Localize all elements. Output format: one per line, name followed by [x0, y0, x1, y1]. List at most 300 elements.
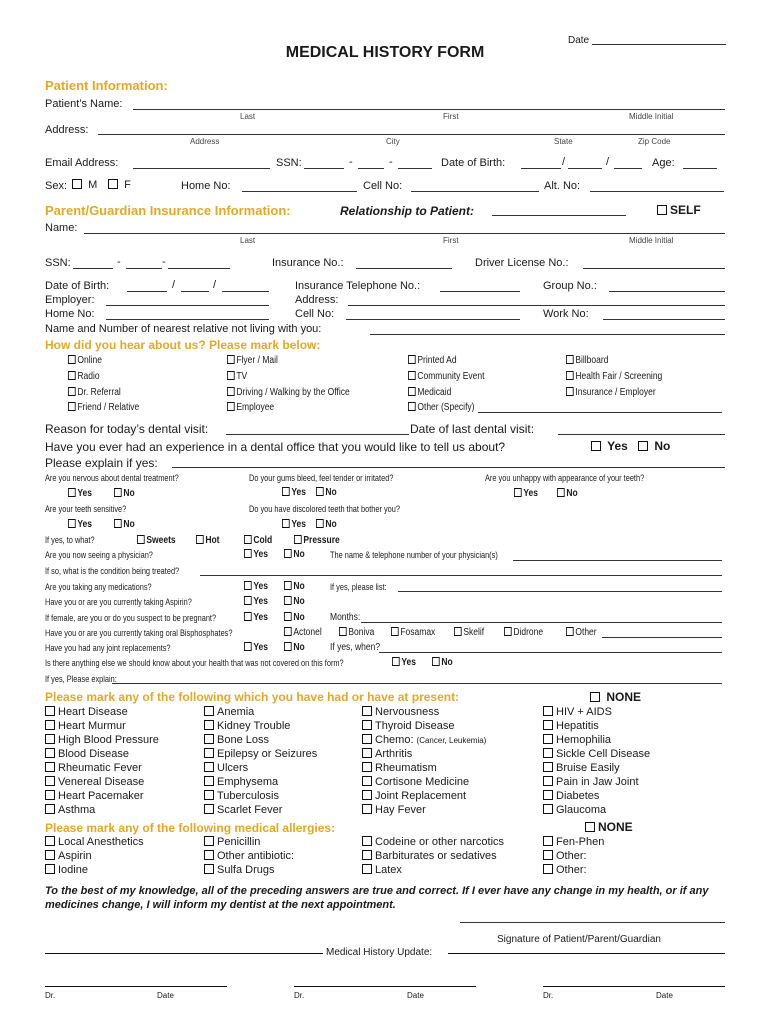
checkbox-icon[interactable] — [282, 519, 290, 528]
q-condition: If so, what is the condition being treated? — [45, 566, 180, 576]
checkbox-icon[interactable] — [362, 864, 372, 874]
checkbox-icon[interactable] — [204, 734, 214, 744]
condition-label: Blood Disease — [58, 748, 129, 760]
condition-item[interactable] — [362, 748, 412, 760]
checkbox-icon[interactable] — [45, 850, 55, 860]
condition-item[interactable] — [45, 790, 144, 802]
guardian-dob-day[interactable] — [181, 291, 209, 292]
condition-item[interactable] — [362, 790, 466, 802]
gums-yes[interactable] — [282, 487, 306, 498]
condition-item[interactable] — [543, 776, 639, 788]
checkbox-icon[interactable] — [45, 836, 55, 846]
q-meds: Are you taking any medications? — [45, 582, 152, 592]
yes-label: Yes — [253, 642, 269, 653]
allergy-label: Other: — [556, 850, 587, 862]
checkbox-icon[interactable] — [284, 581, 292, 590]
referral-flyer[interactable] — [227, 355, 278, 366]
statement: To the best of my knowledge, all of the preceding answers are true and correct. If I ever have any change in my health, or if any medicines change, I will inform my dentist at the next appointment. — [45, 885, 709, 911]
allergy-label: Fen-Phen — [556, 836, 605, 848]
explain-field[interactable] — [172, 467, 725, 468]
patient-name-field[interactable] — [133, 109, 725, 110]
checkbox-icon[interactable] — [362, 850, 372, 860]
referral-label: Dr. Referral — [77, 387, 121, 398]
guardian-ssn-label: SSN: — [45, 257, 71, 269]
allergy-item[interactable] — [45, 836, 144, 848]
checkbox-icon[interactable] — [45, 804, 55, 814]
no-label: No — [325, 519, 337, 530]
meds-list-field[interactable] — [398, 591, 722, 592]
checkbox-icon[interactable] — [284, 596, 292, 605]
condition-item[interactable] — [362, 706, 439, 718]
sex-m-label: M — [88, 179, 98, 191]
condition-label: Arthritis — [375, 748, 413, 760]
condition-label: Pain in Jaw Joint — [556, 776, 639, 788]
dob-day[interactable] — [568, 168, 602, 169]
referral-community[interactable] — [408, 371, 484, 382]
checkbox-icon[interactable] — [68, 387, 76, 396]
checkbox-icon[interactable] — [227, 387, 235, 396]
condition-item[interactable] — [543, 720, 599, 732]
guardian-dob-month[interactable] — [127, 291, 167, 292]
checkbox-icon[interactable] — [227, 355, 235, 364]
update-sign-3[interactable] — [543, 986, 725, 987]
condition-item[interactable] — [204, 720, 290, 732]
ssn-field-3[interactable] — [398, 168, 432, 169]
reason-field[interactable] — [226, 434, 409, 435]
checkbox-icon[interactable] — [566, 371, 574, 380]
referral-label: Medicaid — [417, 387, 452, 398]
cell-field[interactable] — [411, 191, 539, 192]
referral-insurance[interactable] — [566, 387, 656, 398]
checkbox-icon[interactable] — [114, 519, 122, 528]
age-field[interactable] — [683, 168, 717, 169]
condition-label: Bruise Easily — [556, 762, 620, 774]
referral-health-fair[interactable] — [566, 371, 662, 382]
checkbox-icon[interactable] — [204, 706, 214, 716]
no-label: No — [293, 549, 305, 560]
allergies-none[interactable] — [585, 820, 633, 834]
bisph-other-field[interactable] — [602, 637, 722, 638]
nervous-no[interactable] — [114, 488, 135, 499]
sensitive-no[interactable] — [114, 519, 135, 530]
unhappy-yes[interactable] — [514, 488, 538, 499]
drivers-field[interactable] — [583, 268, 725, 269]
checkbox-icon[interactable] — [514, 488, 522, 497]
referral-billboard[interactable] — [566, 355, 608, 366]
referral-radio[interactable] — [68, 371, 100, 382]
checkbox-icon[interactable] — [204, 790, 214, 800]
checkbox-icon[interactable] — [543, 776, 553, 786]
checkbox-icon[interactable] — [244, 549, 252, 558]
relationship-field[interactable] — [492, 215, 626, 216]
condition-item[interactable] — [543, 762, 620, 774]
condition-item[interactable] — [362, 776, 469, 788]
guardian-ssn-3[interactable] — [168, 268, 230, 269]
condition-label: Scarlet Fever — [217, 804, 283, 816]
update-sign-2[interactable] — [294, 986, 476, 987]
email-field[interactable] — [133, 168, 270, 169]
checkbox-icon[interactable] — [339, 627, 347, 636]
referral-printed[interactable] — [408, 355, 457, 366]
condition-item[interactable] — [204, 762, 248, 774]
checkbox-icon[interactable] — [316, 487, 324, 496]
ssn-label: SSN: — [276, 157, 302, 169]
checkbox-icon[interactable] — [45, 706, 55, 716]
checkbox-icon[interactable] — [638, 441, 648, 451]
aspirin-yes[interactable] — [244, 596, 268, 607]
checkbox-icon[interactable] — [454, 627, 462, 636]
yes-label: Yes — [253, 581, 269, 592]
q-physician: Are you now seeing a physician? — [45, 550, 153, 560]
email-label: Email Address: — [45, 157, 119, 169]
sex-f-option[interactable] — [108, 179, 131, 191]
checkbox-icon[interactable] — [557, 488, 565, 497]
update-sign-1[interactable] — [45, 986, 227, 987]
checkbox-icon[interactable] — [282, 487, 290, 496]
experience-no[interactable] — [638, 439, 670, 453]
no-label: No — [566, 488, 578, 499]
checkbox-icon[interactable] — [204, 850, 214, 860]
condition-item[interactable] — [45, 748, 129, 760]
else-no[interactable] — [432, 657, 453, 668]
nervous-yes[interactable] — [68, 488, 92, 499]
unhappy-no[interactable] — [557, 488, 578, 499]
last-visit-field[interactable] — [558, 434, 725, 435]
checkbox-icon[interactable] — [316, 519, 324, 528]
address-field[interactable] — [98, 134, 725, 135]
dr-label-2: Dr. — [294, 991, 305, 1000]
condition-item[interactable] — [543, 748, 650, 760]
checkbox-icon[interactable] — [204, 762, 214, 772]
checkbox-icon[interactable] — [196, 535, 204, 544]
checkbox-icon[interactable] — [204, 804, 214, 814]
experience-yes[interactable] — [591, 439, 628, 453]
condition-label: Epilepsy or Seizures — [217, 748, 318, 760]
dob-month[interactable] — [521, 168, 561, 169]
checkbox-icon[interactable] — [585, 822, 595, 832]
checkbox-icon[interactable] — [108, 179, 118, 189]
checkbox-icon[interactable] — [114, 488, 122, 497]
guardian-ssn-1[interactable] — [73, 268, 113, 269]
checkbox-icon[interactable] — [543, 720, 553, 730]
condition-item[interactable] — [45, 734, 159, 746]
ssn-field-1[interactable] — [304, 168, 344, 169]
allergy-item[interactable] — [204, 836, 260, 848]
allergy-item[interactable] — [362, 850, 497, 862]
alt-field[interactable] — [590, 191, 724, 192]
referral-other[interactable] — [408, 402, 475, 413]
checkbox-icon[interactable] — [244, 581, 252, 590]
checkbox-icon[interactable] — [284, 627, 292, 636]
condition-item[interactable] — [362, 720, 454, 732]
checkbox-icon[interactable] — [543, 706, 553, 716]
allergy-item[interactable] — [543, 850, 587, 862]
condition-label: Joint Replacement — [375, 790, 467, 802]
months-field[interactable] — [361, 622, 722, 623]
referral-label: Printed Ad — [417, 355, 457, 366]
referral-employee[interactable] — [227, 402, 274, 413]
condition-item[interactable] — [204, 776, 278, 788]
condition-label: Glaucoma — [556, 804, 607, 816]
checkbox-icon[interactable] — [362, 734, 372, 744]
referral-other-field[interactable] — [478, 412, 722, 413]
condition-item[interactable] — [362, 734, 486, 746]
referral-friend[interactable] — [68, 402, 139, 413]
checkbox-icon[interactable] — [244, 535, 252, 544]
checkbox-icon[interactable] — [204, 720, 214, 730]
checkbox-icon[interactable] — [543, 864, 553, 874]
discolored-no[interactable] — [316, 519, 337, 530]
group-field[interactable] — [609, 291, 725, 292]
joint-yes[interactable] — [244, 642, 268, 653]
checkbox-icon[interactable] — [45, 748, 55, 758]
date-label-3: Date — [656, 991, 673, 1000]
condition-item[interactable] — [362, 804, 426, 816]
physician-info-field[interactable] — [513, 560, 722, 561]
discolored-yes[interactable] — [282, 519, 306, 530]
reason-label: Reason for today’s dental visit: — [45, 422, 209, 436]
condition-item[interactable] — [204, 734, 269, 746]
checkbox-icon[interactable] — [294, 535, 302, 544]
checkbox-icon[interactable] — [68, 402, 76, 411]
checkbox-icon[interactable] — [543, 748, 553, 758]
physician-no[interactable] — [284, 549, 305, 560]
bisph-other[interactable] — [566, 627, 597, 638]
else-explain-field[interactable] — [112, 683, 722, 684]
relative-label: Name and Number of nearest relative not living with you: — [45, 323, 322, 335]
checkbox-icon[interactable] — [362, 748, 372, 758]
allergy-item[interactable] — [204, 850, 294, 862]
checkbox-icon[interactable] — [362, 706, 372, 716]
checkbox-icon[interactable] — [566, 355, 574, 364]
meds-yes[interactable] — [244, 581, 268, 592]
work-field[interactable] — [603, 319, 725, 320]
checkbox-icon[interactable] — [566, 627, 574, 636]
checkbox-icon[interactable] — [284, 612, 292, 621]
physician-yes[interactable] — [244, 549, 268, 560]
checkbox-icon[interactable] — [408, 402, 416, 411]
checkbox-icon[interactable] — [244, 596, 252, 605]
bisph-label: Skelif — [463, 627, 485, 638]
yes-label: Yes — [291, 487, 307, 498]
referral-label: Community Event — [417, 371, 485, 382]
checkbox-icon[interactable] — [137, 535, 145, 544]
dob-year[interactable] — [614, 168, 642, 169]
self-label: SELF — [670, 203, 701, 217]
condition-item[interactable] — [543, 706, 612, 718]
sens-cold[interactable] — [244, 535, 272, 546]
ins-tel-field[interactable] — [440, 291, 520, 292]
when-field[interactable] — [379, 652, 722, 653]
allergy-item[interactable] — [362, 864, 402, 876]
checkbox-icon[interactable] — [204, 748, 214, 758]
allergy-item[interactable] — [45, 864, 88, 876]
when-label: If yes, when? — [330, 642, 381, 653]
condition-item[interactable] — [362, 762, 437, 774]
condition-label: Venereal Disease — [58, 776, 145, 788]
self-option[interactable] — [657, 203, 701, 217]
guardian-cell-field[interactable] — [346, 319, 520, 320]
sex-m-option[interactable] — [72, 179, 97, 191]
guardian-address-field[interactable] — [348, 305, 725, 306]
bisph-label: Fosamax — [400, 627, 436, 638]
patient-info-heading: Patient Information: — [45, 78, 168, 93]
condition-field[interactable] — [200, 575, 722, 576]
aspirin-no[interactable] — [284, 596, 305, 607]
checkbox-icon[interactable] — [68, 488, 76, 497]
condition-item[interactable] — [204, 804, 282, 816]
allergy-item[interactable] — [45, 850, 92, 862]
allergy-item[interactable] — [543, 836, 604, 848]
condition-item[interactable] — [45, 706, 128, 718]
insurance-no-field[interactable] — [356, 268, 452, 269]
pregnant-no[interactable] — [284, 612, 305, 623]
checkbox-icon[interactable] — [227, 371, 235, 380]
bisph-skelif[interactable] — [454, 627, 484, 638]
checkbox-icon[interactable] — [244, 642, 252, 651]
condition-item[interactable] — [204, 748, 317, 760]
checkbox-icon[interactable] — [68, 355, 76, 364]
checkbox-icon[interactable] — [504, 627, 512, 636]
checkbox-icon[interactable] — [204, 776, 214, 786]
condition-item[interactable] — [45, 776, 144, 788]
joint-no[interactable] — [284, 642, 305, 653]
signature-field[interactable] — [460, 922, 725, 923]
condition-item[interactable] — [543, 790, 599, 802]
checkbox-icon[interactable] — [284, 642, 292, 651]
condition-label: Diabetes — [556, 790, 600, 802]
checkbox-icon[interactable] — [45, 762, 55, 772]
bisph-actonel[interactable] — [284, 627, 322, 638]
checkbox-icon[interactable] — [590, 692, 600, 702]
sens-hot[interactable] — [196, 535, 220, 546]
checkbox-icon[interactable] — [543, 734, 553, 744]
checkbox-icon[interactable] — [204, 836, 214, 846]
allergy-label: Local Anesthetics — [58, 836, 144, 848]
referral-medicaid[interactable] — [408, 387, 451, 398]
checkbox-icon[interactable] — [45, 720, 55, 730]
checkbox-icon[interactable] — [362, 790, 372, 800]
checkbox-icon[interactable] — [408, 387, 416, 396]
guardian-address-label: Address: — [295, 294, 339, 306]
relationship-label: Relationship to Patient: — [340, 204, 475, 218]
checkbox-icon[interactable] — [362, 762, 372, 772]
guardian-name-field[interactable] — [84, 233, 725, 234]
checkbox-icon[interactable] — [45, 864, 55, 874]
checkbox-icon[interactable] — [68, 519, 76, 528]
gums-no[interactable] — [316, 487, 337, 498]
work-label: Work No: — [543, 308, 589, 320]
referral-tv[interactable] — [227, 371, 247, 382]
yes-label: Yes — [291, 519, 307, 530]
sensitive-yes[interactable] — [68, 519, 92, 530]
checkbox-icon[interactable] — [543, 850, 553, 860]
allergy-item[interactable] — [543, 864, 587, 876]
condition-item[interactable] — [45, 804, 95, 816]
alt-label: Alt. No: — [544, 180, 581, 192]
pregnant-yes[interactable] — [244, 612, 268, 623]
checkbox-icon[interactable] — [68, 371, 76, 380]
bisph-fosamax[interactable] — [391, 627, 435, 638]
checkbox-icon[interactable] — [657, 205, 667, 215]
checkbox-icon[interactable] — [392, 657, 400, 666]
sex-f-label: F — [124, 179, 131, 191]
none-label: NONE — [598, 820, 633, 834]
checkbox-icon[interactable] — [362, 720, 372, 730]
sens-pressure[interactable] — [294, 535, 340, 546]
guardian-home-field[interactable] — [106, 319, 269, 320]
allergy-label: Penicillin — [217, 836, 261, 848]
guardian-dob-year[interactable] — [222, 291, 269, 292]
sub-middle: Middle Initial — [629, 236, 674, 245]
sub-first: First — [443, 236, 459, 245]
condition-item[interactable] — [204, 706, 254, 718]
checkbox-icon[interactable] — [362, 836, 372, 846]
checkbox-icon[interactable] — [45, 734, 55, 744]
no-label: No — [293, 642, 305, 653]
condition-item[interactable] — [45, 762, 142, 774]
checkbox-icon[interactable] — [362, 804, 372, 814]
checkbox-icon[interactable] — [591, 441, 601, 451]
checkbox-icon[interactable] — [408, 355, 416, 364]
employer-field[interactable] — [106, 305, 269, 306]
checkbox-icon[interactable] — [362, 776, 372, 786]
else-yes[interactable] — [392, 657, 416, 668]
checkbox-icon[interactable] — [45, 776, 55, 786]
guardian-dob-label: Date of Birth: — [45, 280, 110, 292]
referral-driving[interactable] — [227, 387, 350, 398]
no-label: No — [654, 439, 671, 453]
guardian-ssn-2[interactable] — [126, 268, 162, 269]
checkbox-icon[interactable] — [72, 179, 82, 189]
meds-no[interactable] — [284, 581, 305, 592]
condition-item[interactable] — [543, 734, 611, 746]
checkbox-icon[interactable] — [543, 762, 553, 772]
sub-first: First — [443, 112, 459, 121]
bisph-didrone[interactable] — [504, 627, 543, 638]
checkbox-icon[interactable] — [284, 549, 292, 558]
condition-item[interactable] — [45, 720, 126, 732]
sens-sweets[interactable] — [137, 535, 176, 546]
checkbox-icon[interactable] — [543, 790, 553, 800]
allergy-item[interactable] — [204, 864, 274, 876]
ssn-field-2[interactable] — [358, 168, 384, 169]
form-title: MEDICAL HISTORY FORM — [285, 44, 485, 61]
conditions-none[interactable] — [590, 690, 641, 704]
condition-item[interactable] — [543, 804, 606, 816]
condition-item[interactable] — [204, 790, 279, 802]
employer-label: Employer: — [45, 294, 95, 306]
allergy-item[interactable] — [362, 836, 504, 848]
checkbox-icon[interactable] — [432, 657, 440, 666]
checkbox-icon[interactable] — [566, 387, 574, 396]
checkbox-icon[interactable] — [391, 627, 399, 636]
referral-online[interactable] — [68, 355, 102, 366]
checkbox-icon[interactable] — [408, 371, 416, 380]
home-field[interactable] — [242, 191, 357, 192]
q-discolored: Do you have discolored teeth that bother you? — [249, 504, 400, 514]
checkbox-icon[interactable] — [227, 402, 235, 411]
sub-middle: Middle Initial — [629, 112, 674, 121]
checkbox-icon[interactable] — [543, 836, 553, 846]
checkbox-icon[interactable] — [543, 804, 553, 814]
checkbox-icon[interactable] — [244, 612, 252, 621]
bisph-boniva[interactable] — [339, 627, 374, 638]
checkbox-icon[interactable] — [204, 864, 214, 874]
relative-field[interactable] — [370, 334, 725, 335]
checkbox-icon[interactable] — [45, 790, 55, 800]
referral-dr[interactable] — [68, 387, 121, 398]
